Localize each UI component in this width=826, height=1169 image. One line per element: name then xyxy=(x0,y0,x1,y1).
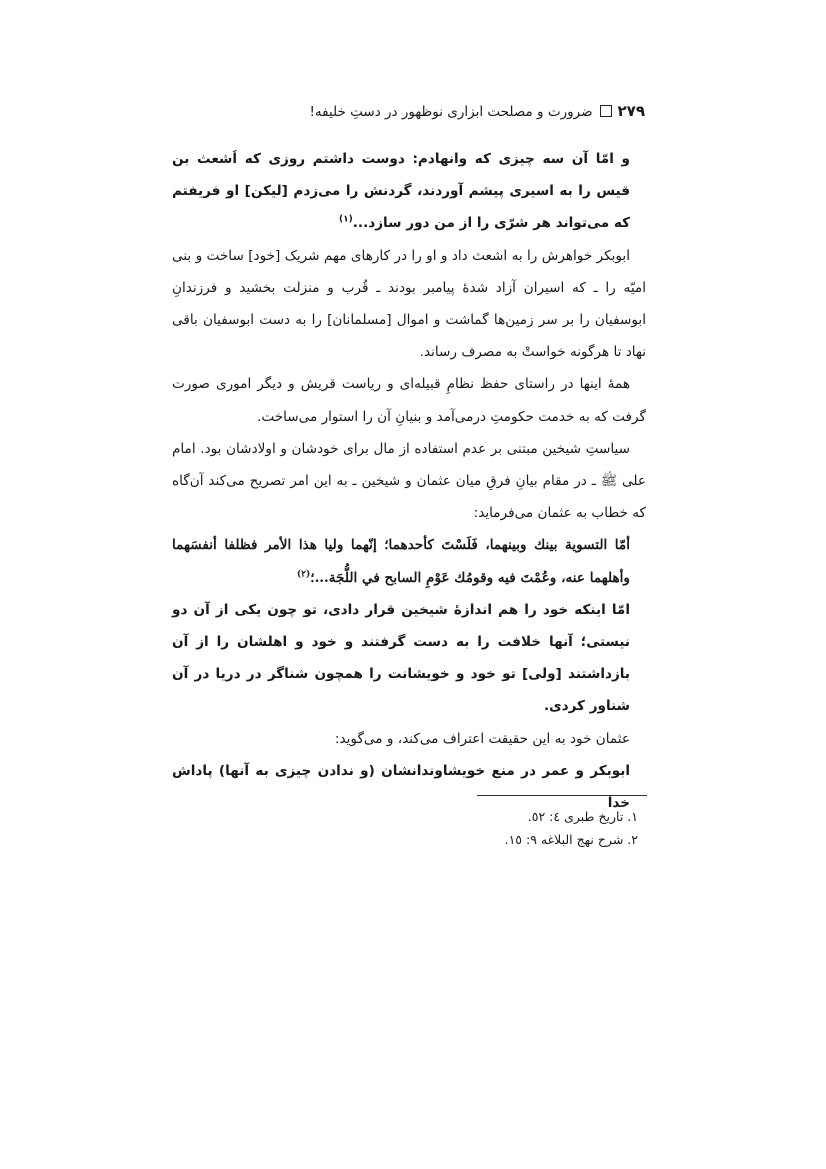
quote-text: و امّا آن سه چیزی که وانهادم: دوست داشتم روزی که اَشعث بن قیس را به اسیری پیشم آوردند، گردنش را می‌زدم [لیکن] او فریفتم که می‌تواند هر شرّی را از من دور سازد... xyxy=(172,151,630,232)
footnote-1: ۱. تاریخ طبری ٤: ٥٢. xyxy=(527,809,638,824)
block-quote-3: ابوبکر و عمر در منع خویشاوندانشان (و ندادن چیزی به آنها) پاداش خدا xyxy=(172,762,630,812)
block-quote-1 xyxy=(172,143,646,240)
arabic-quote xyxy=(172,529,646,593)
footnotes xyxy=(172,805,646,851)
square-ornament-icon xyxy=(600,105,612,117)
block-quote-2: امّا اینکه خود را هم اندازهٔ شیخین قرار دادی، تو چون یکی از آن دو نیستی؛ آنها خلافت را به دست گرفتند و خود و اهلشان را از آن بازداشتند [ولی] تو خود و خویشانت را همچون شناگر در دریا در آن شناور کردی. xyxy=(172,601,630,715)
running-title: ضرورت و مصلحت ابزاری نوظهور در دستِ خلیفه! xyxy=(309,104,593,120)
paragraph-1: ابوبکر خواهرش را به اشعث داد و او را در کارهای مهم شریک [خود] ساخت و بنی امیّه را ـ که اسیران آزاد شدهٔ پیامبر بودند ـ قُرب و منزلت بخشید و فرزندانِ ابوسفیان را بر سر زمین‌ها گماشت و اموال [مسلمانان] را به دست ابوسفیان باقی نهاد تا هرگونه خواستْ به مصرف رساند. xyxy=(172,247,646,361)
running-header xyxy=(175,100,645,122)
paragraph-2: همهٔ اینها در راستای حفظ نظامِ قبیله‌ای و ریاست قریش و دیگر اموری صورت گرفت که به خدمت حکومتِ درمی‌آمد و بنیانِ آن را استوار می‌ساخت. xyxy=(172,376,646,425)
paragraph-4: عثمان خود به این حقیقت اعتراف می‌کند، و می‌گوید: xyxy=(334,730,630,747)
page-number: ۲۷۹ xyxy=(617,102,645,120)
arabic-quote-text: أمّا التسوية بينك وبينهما، فَلَسْتَ كأحدهما؛ إنّهما وليا هذا الأمر فظلفا أنفسَهما وأهلهما عنه، وعُمْتَ فيه وقومُك عَوْمِ السابح في اللُّجَة...؛ xyxy=(172,537,630,586)
footnote-2: ۲. شرح نهج البلاغه ۹: ۱٥. xyxy=(504,832,638,847)
footnote-ref-2: (۲) xyxy=(296,569,311,580)
footnote-divider xyxy=(477,795,647,796)
footnote-ref-1: (۱) xyxy=(339,214,353,225)
main-text xyxy=(172,143,646,819)
paragraph-3: سیاستِ شیخین مبتنی بر عدم استفاده از مال برای خودشان و اولادشان بود. امام علی ﷺ ـ در مقام بیانِ فرقِ میان عثمان و شیخین ـ به این امر تصریح می‌کند آن‌گاه که خطاب به عثمان می‌فرماید: xyxy=(172,440,646,522)
